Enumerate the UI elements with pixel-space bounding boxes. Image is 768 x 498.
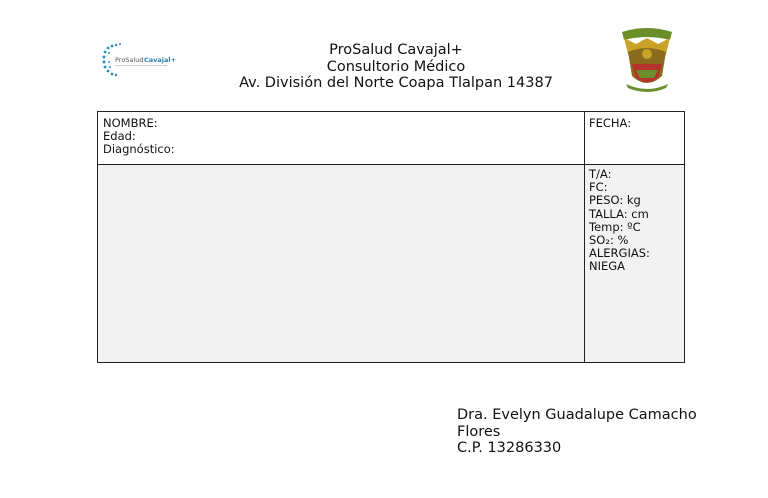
- clinic-header: [200, 42, 592, 92]
- clinic-name: ProSalud Cavajal+: [329, 42, 463, 58]
- alergias-label: ALERGIAS:: [589, 246, 650, 261]
- ta-label: T/A:: [589, 167, 612, 181]
- edad-label: Edad:: [103, 129, 136, 143]
- clinic-address: Av. División del Norte Coapa Tlalpan 14387: [239, 75, 553, 91]
- alergias-value: NIEGA: [589, 259, 626, 274]
- fecha-label: FECHA:: [589, 116, 632, 130]
- eagle-crest: [616, 24, 678, 96]
- doctor-name: Dra. Evelyn Guadalupe Camacho: [457, 407, 697, 423]
- diagnostico-label: Diagnóstico:: [103, 142, 175, 156]
- doctor-license: C.P. 13286330: [457, 440, 562, 456]
- column-divider: [584, 112, 585, 362]
- clinic-subtitle: Consultorio Médico: [326, 58, 466, 75]
- doctor-name-cont: Flores: [457, 423, 501, 440]
- so2-label: SO₂: %: [589, 233, 629, 248]
- fc-label: FC:: [589, 180, 608, 195]
- svg-text:ProSalud: ProSalud: [115, 56, 144, 64]
- talla-label: TALLA: cm: [589, 206, 649, 221]
- peso-label: PESO: kg: [589, 193, 641, 208]
- temp-label: Temp: ºC: [589, 219, 641, 234]
- vital-signs-list: [589, 168, 650, 274]
- nombre-label: NOMBRE:: [103, 116, 158, 130]
- eagle-crest-icon: [616, 24, 678, 96]
- prosalud-logo: [100, 40, 188, 80]
- patient-fields: [103, 117, 175, 156]
- doctor-signature-block: [457, 407, 697, 456]
- prescription-form: [97, 111, 685, 363]
- prosalud-logo-icon: [100, 40, 188, 80]
- svg-text:Cavajal+: Cavajal+: [144, 56, 177, 64]
